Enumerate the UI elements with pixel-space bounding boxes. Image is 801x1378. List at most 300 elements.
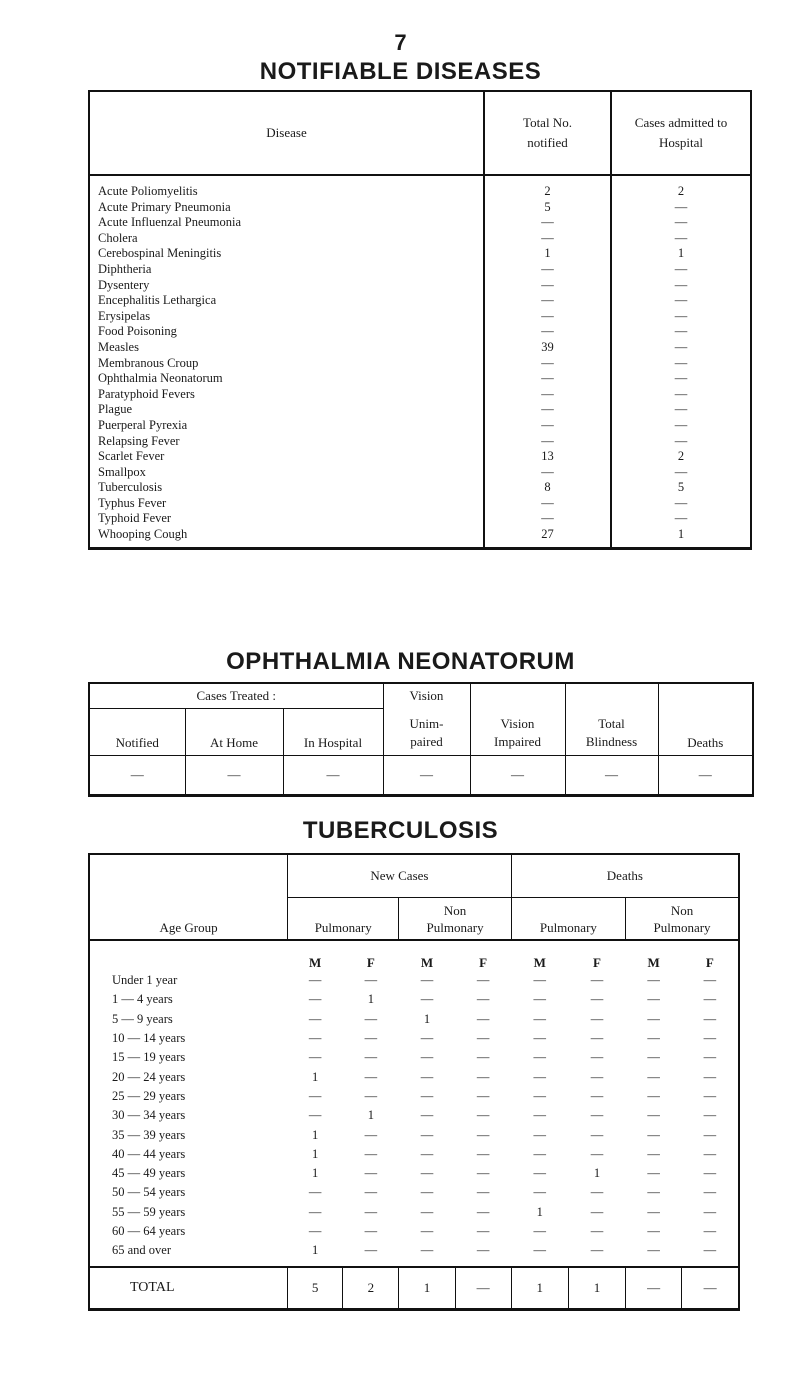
disease-name: Acute Poliomyelitis — [98, 184, 198, 198]
sex-header-row — [89, 940, 739, 971]
tb-cell: — — [703, 1088, 717, 1103]
age-group-label: Under 1 year — [112, 973, 178, 988]
disease-name: Ophthalmia Neonatorum — [98, 371, 223, 386]
tb-cell: — — [703, 1185, 717, 1200]
admitted-hospital: — — [611, 293, 751, 309]
disease-row — [89, 293, 751, 309]
total-value: 1 — [511, 1267, 568, 1310]
tb-cell: — — [364, 1243, 378, 1258]
tb-cell: — — [647, 1243, 660, 1258]
age-group-label: 45 — 49 years — [112, 1166, 186, 1181]
tb-cell: — — [647, 973, 660, 988]
tb-cell: — — [533, 992, 547, 1007]
spacer-cell — [399, 1260, 455, 1267]
disease-row — [89, 465, 751, 481]
tb-cell: 1 — [312, 1243, 319, 1258]
tb-cell: — — [476, 1108, 490, 1123]
admitted-hospital: — — [611, 262, 751, 278]
tb-cell: — — [420, 1108, 434, 1123]
age-group-label: 10 — 14 years — [112, 1031, 186, 1046]
admitted-hospital: — — [611, 371, 751, 387]
disease-row — [89, 262, 751, 278]
tb-cell: — — [703, 1224, 717, 1238]
tb-cell: — — [590, 1088, 604, 1103]
spacer-cell — [455, 1260, 511, 1267]
disease-row — [89, 418, 751, 434]
col-admitted-hospital-label: Cases admitted to Hospital — [634, 115, 728, 150]
tb-cell: — — [590, 1127, 604, 1142]
age-group-label: 1 — 4 years — [112, 992, 173, 1007]
total-row — [89, 1267, 739, 1310]
spacer-row — [89, 1260, 739, 1267]
col-vision-impaired-label: Vision Impaired — [494, 716, 541, 749]
spacer-cell — [511, 1260, 568, 1267]
disease-row — [89, 480, 751, 496]
tb-cell: — — [476, 1243, 490, 1258]
tb-cell: — — [308, 1088, 322, 1103]
cases-treated-header: Cases Treated : — [196, 688, 276, 703]
tb-cell: — — [476, 1224, 490, 1238]
tb-cell: — — [703, 1146, 717, 1161]
tb-cell: — — [420, 1166, 434, 1181]
col-unimpaired-label: Unim- paired — [409, 716, 444, 749]
total-value: — — [626, 1267, 682, 1310]
disease-name: Typhus Fever — [98, 495, 167, 510]
tb-cell: — — [364, 1146, 378, 1161]
disease-row — [89, 449, 751, 465]
male-header: M — [511, 940, 568, 971]
tb-cell: — — [308, 1224, 322, 1238]
tb-cell: 1 — [593, 1166, 601, 1181]
tb-cell: — — [364, 1031, 378, 1046]
admitted-hospital: — — [611, 200, 751, 216]
age-row — [89, 1164, 739, 1183]
spacer-cell — [568, 1260, 625, 1267]
age-group-label: 40 — 44 years — [112, 1146, 186, 1161]
total-notified: — — [484, 324, 611, 340]
disease-name: Acute Influenzal Pneumonia — [98, 215, 242, 230]
total-notified: 5 — [484, 200, 611, 216]
tb-cell: — — [533, 973, 547, 988]
tb-cell: — — [647, 1224, 660, 1238]
tuberculosis-heading: TUBERCULOSIS — [302, 817, 499, 844]
col-notified: Notified — [89, 709, 185, 756]
age-group-label: 5 — 9 years — [112, 1011, 173, 1026]
tb-cell: 1 — [312, 1069, 319, 1084]
tb-cell: — — [364, 1050, 378, 1065]
tb-cell: — — [647, 1031, 660, 1046]
tb-cell: — — [420, 1243, 434, 1258]
admitted-hospital: — — [611, 402, 751, 418]
sex-header-blank — [89, 940, 288, 971]
tb-cell: — — [590, 992, 604, 1007]
spacer-cell — [89, 1260, 288, 1267]
admitted-hospital: — — [611, 434, 751, 450]
tb-cell: — — [647, 1146, 660, 1161]
age-group-label: 55 — 59 years — [112, 1204, 186, 1219]
col-total-blindness — [565, 683, 658, 756]
tuberculosis-table — [88, 853, 740, 1311]
ophthalmia-heading: OPHTHALMIA NEONATORUM — [226, 648, 575, 675]
tb-cell: — — [703, 973, 717, 988]
col-unimpaired — [383, 709, 470, 756]
total-notified: 39 — [484, 340, 611, 356]
total-notified: 27 — [484, 527, 611, 543]
ophthalmia-value: — — [283, 756, 383, 796]
tb-cell: — — [308, 1185, 322, 1200]
disease-row — [89, 324, 751, 340]
total-value: — — [682, 1267, 739, 1310]
tb-cell: — — [476, 1185, 490, 1200]
age-row — [89, 1087, 739, 1106]
age-group-label: 50 — 54 years — [112, 1185, 186, 1200]
tb-cell: — — [590, 1204, 604, 1219]
tb-cell: — — [590, 1069, 604, 1084]
total-value: 5 — [288, 1267, 343, 1310]
disease-row — [89, 356, 751, 372]
ophthalmia-value: — — [185, 756, 283, 796]
tb-cell: — — [364, 1088, 378, 1103]
tb-cell: — — [420, 1031, 434, 1046]
tb-cell: — — [533, 1224, 547, 1238]
tb-cell: — — [590, 1031, 604, 1046]
tb-cell: — — [590, 1011, 604, 1026]
total-notified: 8 — [484, 480, 611, 496]
tb-cell: — — [533, 1050, 547, 1065]
admitted-hospital: — — [611, 356, 751, 372]
total-label: TOTAL — [89, 1267, 288, 1310]
age-group-label: 15 — 19 years — [112, 1050, 186, 1065]
tb-cell: — — [703, 1243, 717, 1258]
ophthalmia-table — [88, 682, 754, 797]
col-total-notified — [484, 91, 611, 175]
age-row — [89, 1010, 739, 1029]
col-deaths: Deaths — [658, 683, 753, 756]
tb-cell: — — [420, 992, 434, 1007]
disease-name: Typhoid Fever — [98, 511, 172, 526]
tb-cell: — — [476, 1050, 490, 1065]
age-row — [89, 1203, 739, 1222]
tb-cell: — — [476, 1146, 490, 1161]
admitted-hospital: — — [611, 418, 751, 434]
tb-cell: — — [647, 1108, 660, 1123]
ophthalmia-value: — — [565, 756, 658, 796]
ophthalmia-value: — — [383, 756, 470, 796]
tb-cell: — — [308, 973, 322, 988]
age-group-label: 65 and over — [112, 1243, 172, 1258]
disease-row — [89, 278, 751, 294]
tb-cell: — — [647, 1166, 660, 1181]
age-row — [89, 1029, 739, 1048]
male-header: M — [399, 940, 455, 971]
tb-cell: — — [533, 1146, 547, 1161]
age-group-label: 35 — 39 years — [112, 1127, 186, 1142]
total-notified: — — [484, 215, 611, 231]
admitted-hospital: 1 — [611, 527, 751, 543]
admitted-hospital: — — [611, 309, 751, 325]
age-row — [89, 1106, 739, 1125]
age-group-label: 25 — 29 years — [112, 1088, 186, 1103]
tb-cell: — — [308, 1011, 322, 1026]
disease-row — [89, 402, 751, 418]
tb-cell: — — [420, 1050, 434, 1065]
disease-name: Dysentery — [98, 277, 150, 292]
tb-cell: — — [308, 992, 322, 1007]
spacer-row — [89, 543, 751, 549]
total-notified: — — [484, 387, 611, 403]
total-notified: 13 — [484, 449, 611, 465]
age-row — [89, 1048, 739, 1067]
disease-row — [89, 511, 751, 527]
total-value: 1 — [399, 1267, 455, 1310]
spacer-cell — [343, 1260, 399, 1267]
tb-cell: — — [476, 1031, 490, 1046]
tb-cell: — — [533, 1127, 547, 1142]
spacer-cell — [288, 1260, 343, 1267]
admitted-hospital: — — [611, 278, 751, 294]
disease-row — [89, 371, 751, 387]
disease-row — [89, 309, 751, 325]
total-notified: — — [484, 278, 611, 294]
tb-cell: — — [533, 1243, 547, 1258]
tb-cell: — — [533, 1069, 547, 1084]
tb-cell: — — [364, 1127, 378, 1142]
admitted-hospital: — — [611, 324, 751, 340]
total-notified: — — [484, 496, 611, 512]
tb-cell: — — [703, 1166, 717, 1181]
deaths-non-pulmonary-label: Non Pulmonary — [653, 903, 711, 935]
tb-cell: — — [590, 1146, 604, 1161]
deaths-header: Deaths — [511, 854, 739, 898]
total-notified: 2 — [484, 175, 611, 200]
total-value: 2 — [343, 1267, 399, 1310]
tb-cell: — — [703, 992, 717, 1007]
disease-name: Erysipelas — [98, 308, 151, 323]
tb-cell: — — [476, 973, 490, 988]
admitted-hospital: — — [611, 215, 751, 231]
disease-name: Plague — [98, 402, 133, 417]
female-header: F — [568, 940, 625, 971]
tb-cell: — — [420, 1127, 434, 1142]
deaths-non-pulmonary-header — [626, 898, 739, 941]
tb-cell: — — [647, 1069, 660, 1084]
tb-cell: — — [647, 1185, 660, 1200]
tb-cell: — — [533, 1031, 547, 1046]
tb-cell: — — [420, 973, 434, 988]
total-notified: — — [484, 293, 611, 309]
disease-name: Encephalitis Lethargica — [98, 293, 217, 308]
tb-cell: 1 — [312, 1127, 319, 1142]
tb-cell: — — [590, 1224, 604, 1238]
age-group-label: 60 — 64 years — [112, 1224, 186, 1238]
total-notified: — — [484, 309, 611, 325]
col-age-group: Age Group — [159, 920, 218, 935]
male-header: M — [626, 940, 682, 971]
tb-cell: — — [364, 1166, 378, 1181]
age-row — [89, 1183, 739, 1202]
tb-cell: — — [590, 1185, 604, 1200]
notifiable-diseases-table — [88, 90, 752, 550]
spacer-cell — [611, 543, 751, 549]
disease-name: Tuberculosis — [98, 480, 163, 495]
ophthalmia-value: — — [89, 756, 185, 796]
tb-cell: 1 — [423, 1011, 431, 1026]
disease-row — [89, 387, 751, 403]
tb-cell: — — [420, 1146, 434, 1161]
disease-name: Scarlet Fever — [98, 449, 165, 464]
spacer-cell — [682, 1260, 739, 1267]
tb-cell: — — [308, 1108, 322, 1123]
tb-cell: — — [533, 1108, 547, 1123]
tb-cell: — — [476, 1069, 490, 1084]
disease-row — [89, 340, 751, 356]
new-non-pulmonary-header — [399, 898, 511, 941]
female-header: F — [343, 940, 399, 971]
tb-cell: — — [533, 1011, 547, 1026]
total-notified: — — [484, 465, 611, 481]
female-header: F — [455, 940, 511, 971]
disease-name: Membranous Croup — [98, 355, 199, 370]
notifiable-heading: NOTIFIABLE DISEASES — [259, 58, 542, 85]
tb-cell: — — [590, 1108, 604, 1123]
tb-cell: — — [420, 1204, 434, 1219]
ophthalmia-value: — — [470, 756, 565, 796]
tb-cell: — — [647, 1127, 660, 1142]
tb-cell: — — [476, 1166, 490, 1181]
tb-cell: — — [420, 1069, 434, 1084]
page-number: 7 — [394, 30, 407, 55]
admitted-hospital: 5 — [611, 480, 751, 496]
tb-cell: — — [476, 1011, 490, 1026]
tb-cell: — — [420, 1185, 434, 1200]
disease-name: Whooping Cough — [98, 527, 188, 542]
tb-cell: — — [476, 992, 490, 1007]
tb-cell: — — [703, 1127, 717, 1142]
tb-cell: — — [703, 1050, 717, 1065]
new-non-pulmonary-label: Non Pulmonary — [426, 903, 484, 935]
col-in-hospital: In Hospital — [283, 709, 383, 756]
col-total-blindness-label: Total Blindness — [585, 716, 638, 749]
disease-row — [89, 200, 751, 216]
new-pulmonary-header: Pulmonary — [288, 898, 399, 941]
tb-cell: — — [476, 1204, 490, 1219]
col-total-notified-label: Total No. notified — [523, 115, 572, 150]
tb-cell: — — [364, 1204, 378, 1219]
tb-cell: 1 — [312, 1146, 319, 1161]
tb-cell: — — [533, 1166, 547, 1181]
disease-name: Acute Primary Pneumonia — [98, 199, 231, 214]
tb-cell: — — [703, 1069, 717, 1084]
admitted-hospital: — — [611, 496, 751, 512]
total-notified: — — [484, 371, 611, 387]
disease-row — [89, 175, 751, 200]
spacer-cell — [89, 543, 484, 549]
ophthalmia-values-row — [89, 756, 753, 796]
tb-cell: — — [364, 1069, 378, 1084]
disease-name: Cerebospinal Meningitis — [98, 246, 222, 261]
col-admitted-hospital — [611, 91, 751, 175]
admitted-hospital: — — [611, 231, 751, 247]
age-row — [89, 1241, 739, 1260]
disease-row — [89, 215, 751, 231]
new-cases-header: New Cases — [288, 854, 512, 898]
age-row — [89, 1067, 739, 1086]
total-notified: — — [484, 356, 611, 372]
tb-cell: — — [364, 973, 378, 988]
disease-name: Food Poisoning — [98, 324, 177, 339]
age-row — [89, 1222, 739, 1241]
spacer-cell — [484, 543, 611, 549]
tb-cell: — — [703, 1031, 717, 1046]
tb-cell: — — [533, 1088, 547, 1103]
age-row — [89, 1145, 739, 1164]
tb-cell: — — [308, 1204, 322, 1219]
disease-name: Puerperal Pyrexia — [98, 417, 188, 432]
vision-header: Vision — [383, 683, 470, 709]
age-group-label: 30 — 34 years — [112, 1108, 186, 1123]
tb-cell: — — [420, 1224, 434, 1238]
tb-cell: — — [420, 1088, 434, 1103]
admitted-hospital: 2 — [611, 175, 751, 200]
disease-row — [89, 527, 751, 543]
total-value: 1 — [568, 1267, 625, 1310]
tb-cell: 1 — [367, 992, 374, 1007]
admitted-hospital: — — [611, 387, 751, 403]
admitted-hospital: 1 — [611, 246, 751, 262]
total-notified: — — [484, 262, 611, 278]
age-group-label: 20 — 24 years — [112, 1069, 186, 1084]
disease-row — [89, 231, 751, 247]
col-disease: Disease — [89, 91, 484, 175]
total-notified: — — [484, 231, 611, 247]
tb-cell: — — [647, 1011, 660, 1026]
tb-cell: — — [647, 992, 660, 1007]
total-notified: 1 — [484, 246, 611, 262]
tb-cell: — — [703, 1204, 717, 1219]
tb-cell: — — [476, 1088, 490, 1103]
tb-cell: — — [703, 1011, 717, 1026]
total-notified: — — [484, 402, 611, 418]
admitted-hospital: 2 — [611, 449, 751, 465]
disease-name: Relapsing Fever — [98, 433, 180, 448]
tb-cell: — — [364, 1224, 378, 1238]
disease-row — [89, 434, 751, 450]
disease-name: Smallpox — [98, 464, 146, 479]
disease-name: Diphtheria — [98, 261, 152, 276]
male-header: M — [288, 940, 343, 971]
tb-cell: — — [590, 1050, 604, 1065]
deaths-pulmonary-header: Pulmonary — [511, 898, 625, 941]
ophthalmia-value: — — [658, 756, 753, 796]
admitted-hospital: — — [611, 511, 751, 527]
total-notified: — — [484, 434, 611, 450]
tb-cell: 1 — [536, 1204, 543, 1219]
female-header: F — [682, 940, 739, 971]
tb-cell: 1 — [367, 1108, 374, 1123]
spacer-cell — [626, 1260, 682, 1267]
total-notified: — — [484, 418, 611, 434]
tb-cell: — — [647, 1088, 660, 1103]
tb-cell: — — [364, 1011, 378, 1026]
tb-cell: — — [364, 1185, 378, 1200]
tb-cell: — — [647, 1050, 660, 1065]
disease-row — [89, 246, 751, 262]
tb-cell: — — [308, 1031, 322, 1046]
total-notified: — — [484, 511, 611, 527]
tb-cell: — — [476, 1127, 490, 1142]
age-row — [89, 1125, 739, 1144]
age-row — [89, 990, 739, 1009]
